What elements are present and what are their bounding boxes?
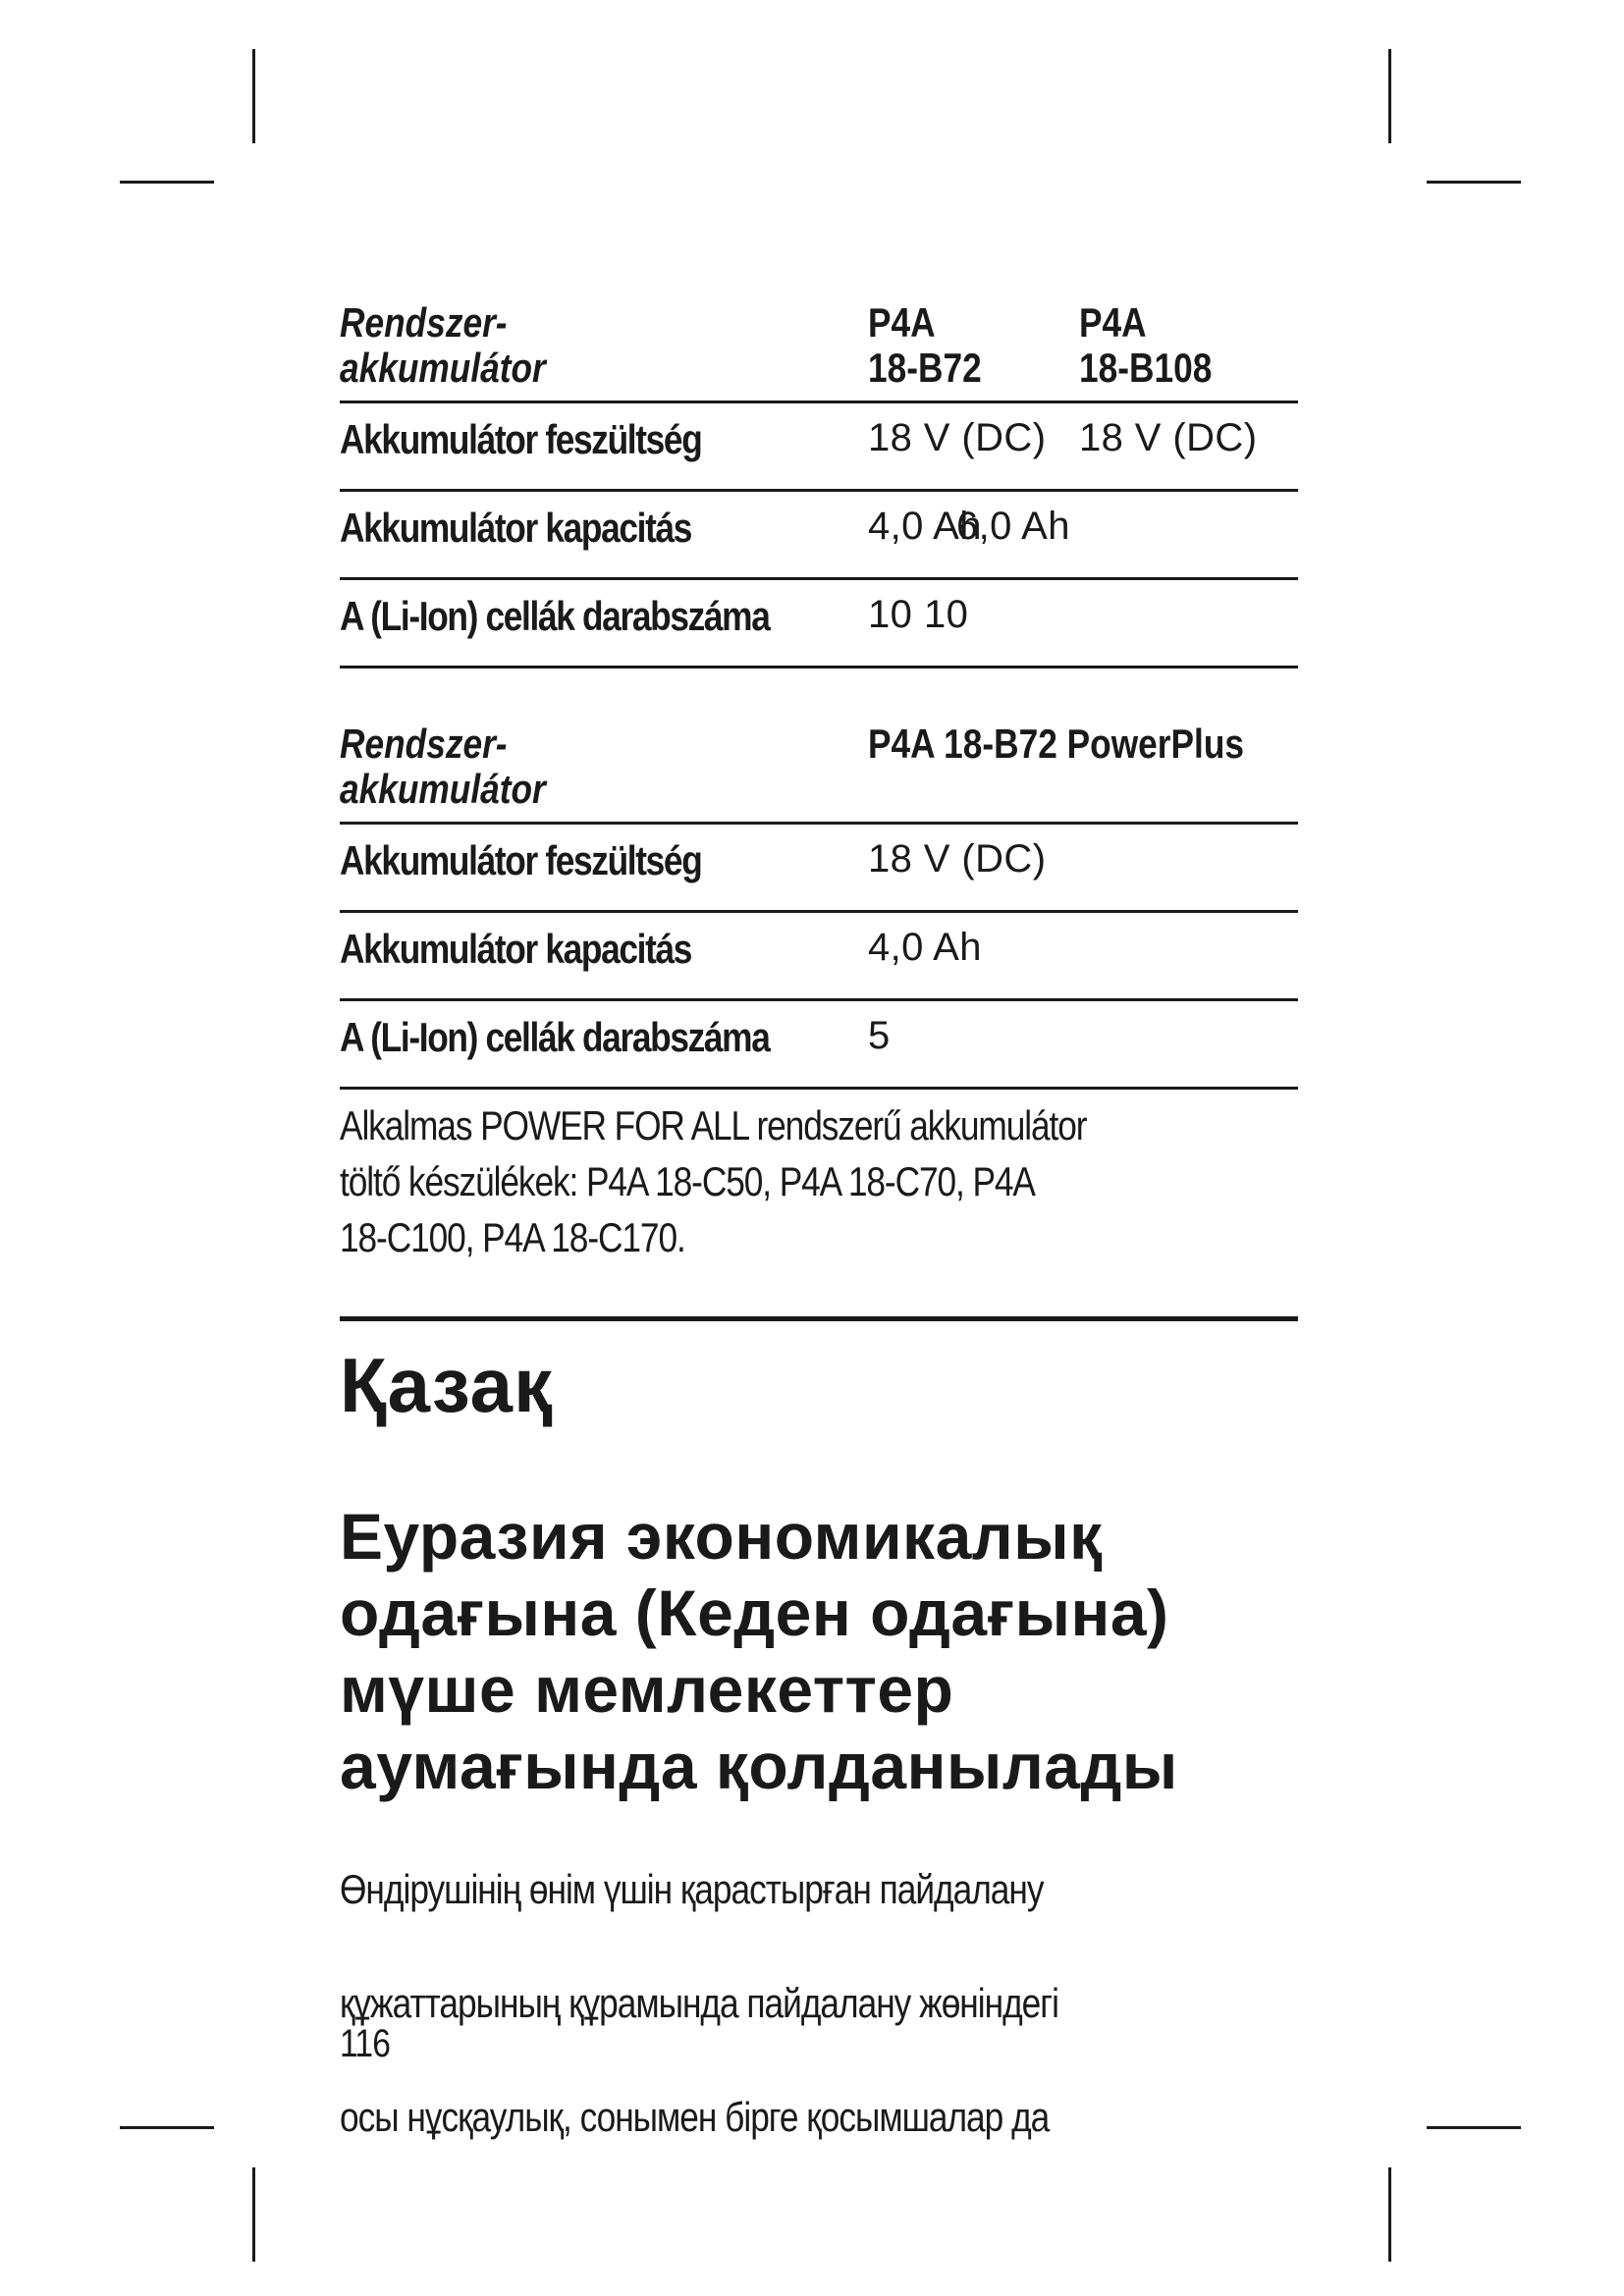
section-heading-line: Еуразия экономикалық	[340, 1500, 1103, 1573]
header-label-line2: akkumulátor	[340, 766, 546, 812]
body-paragraph	[340, 1861, 1298, 2146]
spec-table-1	[340, 294, 1298, 668]
table-row	[340, 402, 1298, 491]
page-number-text: 116	[340, 2022, 391, 2065]
page-content	[340, 294, 1298, 2146]
header-model-2-line2: 18-B108	[1079, 345, 1213, 391]
row-value: 10	[868, 579, 1079, 667]
row-value: 5	[868, 1000, 1298, 1089]
table-row	[340, 824, 1298, 912]
table-row	[340, 1000, 1298, 1089]
crop-mark-bottom-left-vertical	[252, 2167, 255, 2262]
section-heading	[340, 1498, 1298, 1804]
compatible-chargers-note	[340, 1097, 1298, 1265]
header-label-cell	[340, 294, 868, 402]
row-value: 18 V (DC)	[868, 402, 1079, 491]
row-value: 6,0 Ah	[956, 491, 1175, 579]
row-value: 18 V (DC)	[868, 824, 1298, 912]
crop-mark-top-right-horizontal	[1427, 181, 1521, 184]
crop-mark-top-right-vertical	[1388, 49, 1391, 143]
crop-mark-bottom-right-horizontal	[1427, 2126, 1521, 2129]
row-value: 18 V (DC)	[1079, 402, 1298, 491]
header-label-line1: Rendszer-	[340, 299, 508, 346]
section-heading-line: аумағында қолданылады	[340, 1730, 1178, 1802]
section-divider	[340, 1316, 1298, 1321]
table-row	[340, 912, 1298, 1000]
header-model	[868, 716, 1298, 824]
crop-mark-bottom-left-horizontal	[120, 2126, 214, 2129]
spec-table-2	[340, 716, 1298, 1090]
header-label-line1: Rendszer-	[340, 721, 508, 767]
row-label	[340, 824, 868, 912]
header-model-1-line1: P4A	[868, 299, 936, 346]
row-label-text: A (Li-Ion) cellák darabszáma	[340, 1014, 770, 1060]
crop-mark-top-left-horizontal	[120, 181, 214, 184]
header-model-1-line2: 18-B72	[868, 345, 982, 391]
note-line: 18-C100, P4A 18-C170.	[340, 1214, 685, 1260]
row-value: 10	[924, 579, 1143, 667]
row-value: 4,0 Ah	[868, 491, 1079, 579]
crop-mark-bottom-right-vertical	[1388, 2167, 1391, 2262]
row-label	[340, 579, 868, 667]
spec-table-2-header	[340, 716, 1298, 824]
header-model-2	[1079, 294, 1298, 402]
row-label-text: Akkumulátor feszültség	[340, 837, 702, 883]
row-label-text: Akkumulátor feszültség	[340, 416, 702, 462]
spec-table-1-header	[340, 294, 1298, 402]
header-model-1	[868, 294, 1079, 402]
language-title: Қазақ	[340, 1342, 554, 1428]
note-line: Alkalmas POWER FOR ALL rendszerű akkumulátor	[340, 1102, 1087, 1148]
row-label-text: A (Li-Ion) cellák darabszáma	[340, 593, 770, 639]
table-row	[340, 491, 1298, 579]
section-heading-line: мүше мемлекеттер	[340, 1653, 954, 1726]
body-line: осы нұсқаулық, сонымен бірге қосымшалар да	[340, 2094, 1050, 2140]
header-model-2-line1: P4A	[1079, 299, 1147, 346]
crop-mark-top-left-vertical	[252, 49, 255, 143]
row-label-text: Akkumulátor kapacitás	[340, 926, 692, 972]
page-number	[340, 2022, 400, 2066]
note-line: töltő készülékek: P4A 18-C50, P4A 18-C70, P4A	[340, 1158, 1035, 1204]
body-line: құжаттарының құрамында пайдалану жөніндегі	[340, 1980, 1058, 2026]
section-heading-line: одағына (Кеден одағына)	[340, 1576, 1169, 1649]
body-line: Өндірушінің өнім үшін қарастырған пайдалану	[340, 1866, 1044, 1912]
header-model-text: P4A 18-B72 PowerPlus	[868, 721, 1245, 767]
row-label-text: Akkumulátor kapacitás	[340, 505, 692, 551]
row-label	[340, 1000, 868, 1089]
table-row	[340, 579, 1298, 667]
header-label-cell	[340, 716, 868, 824]
header-label-line2: akkumulátor	[340, 345, 546, 391]
row-label	[340, 912, 868, 1000]
row-label	[340, 491, 868, 579]
row-label	[340, 402, 868, 491]
row-value: 4,0 Ah	[868, 912, 1298, 1000]
